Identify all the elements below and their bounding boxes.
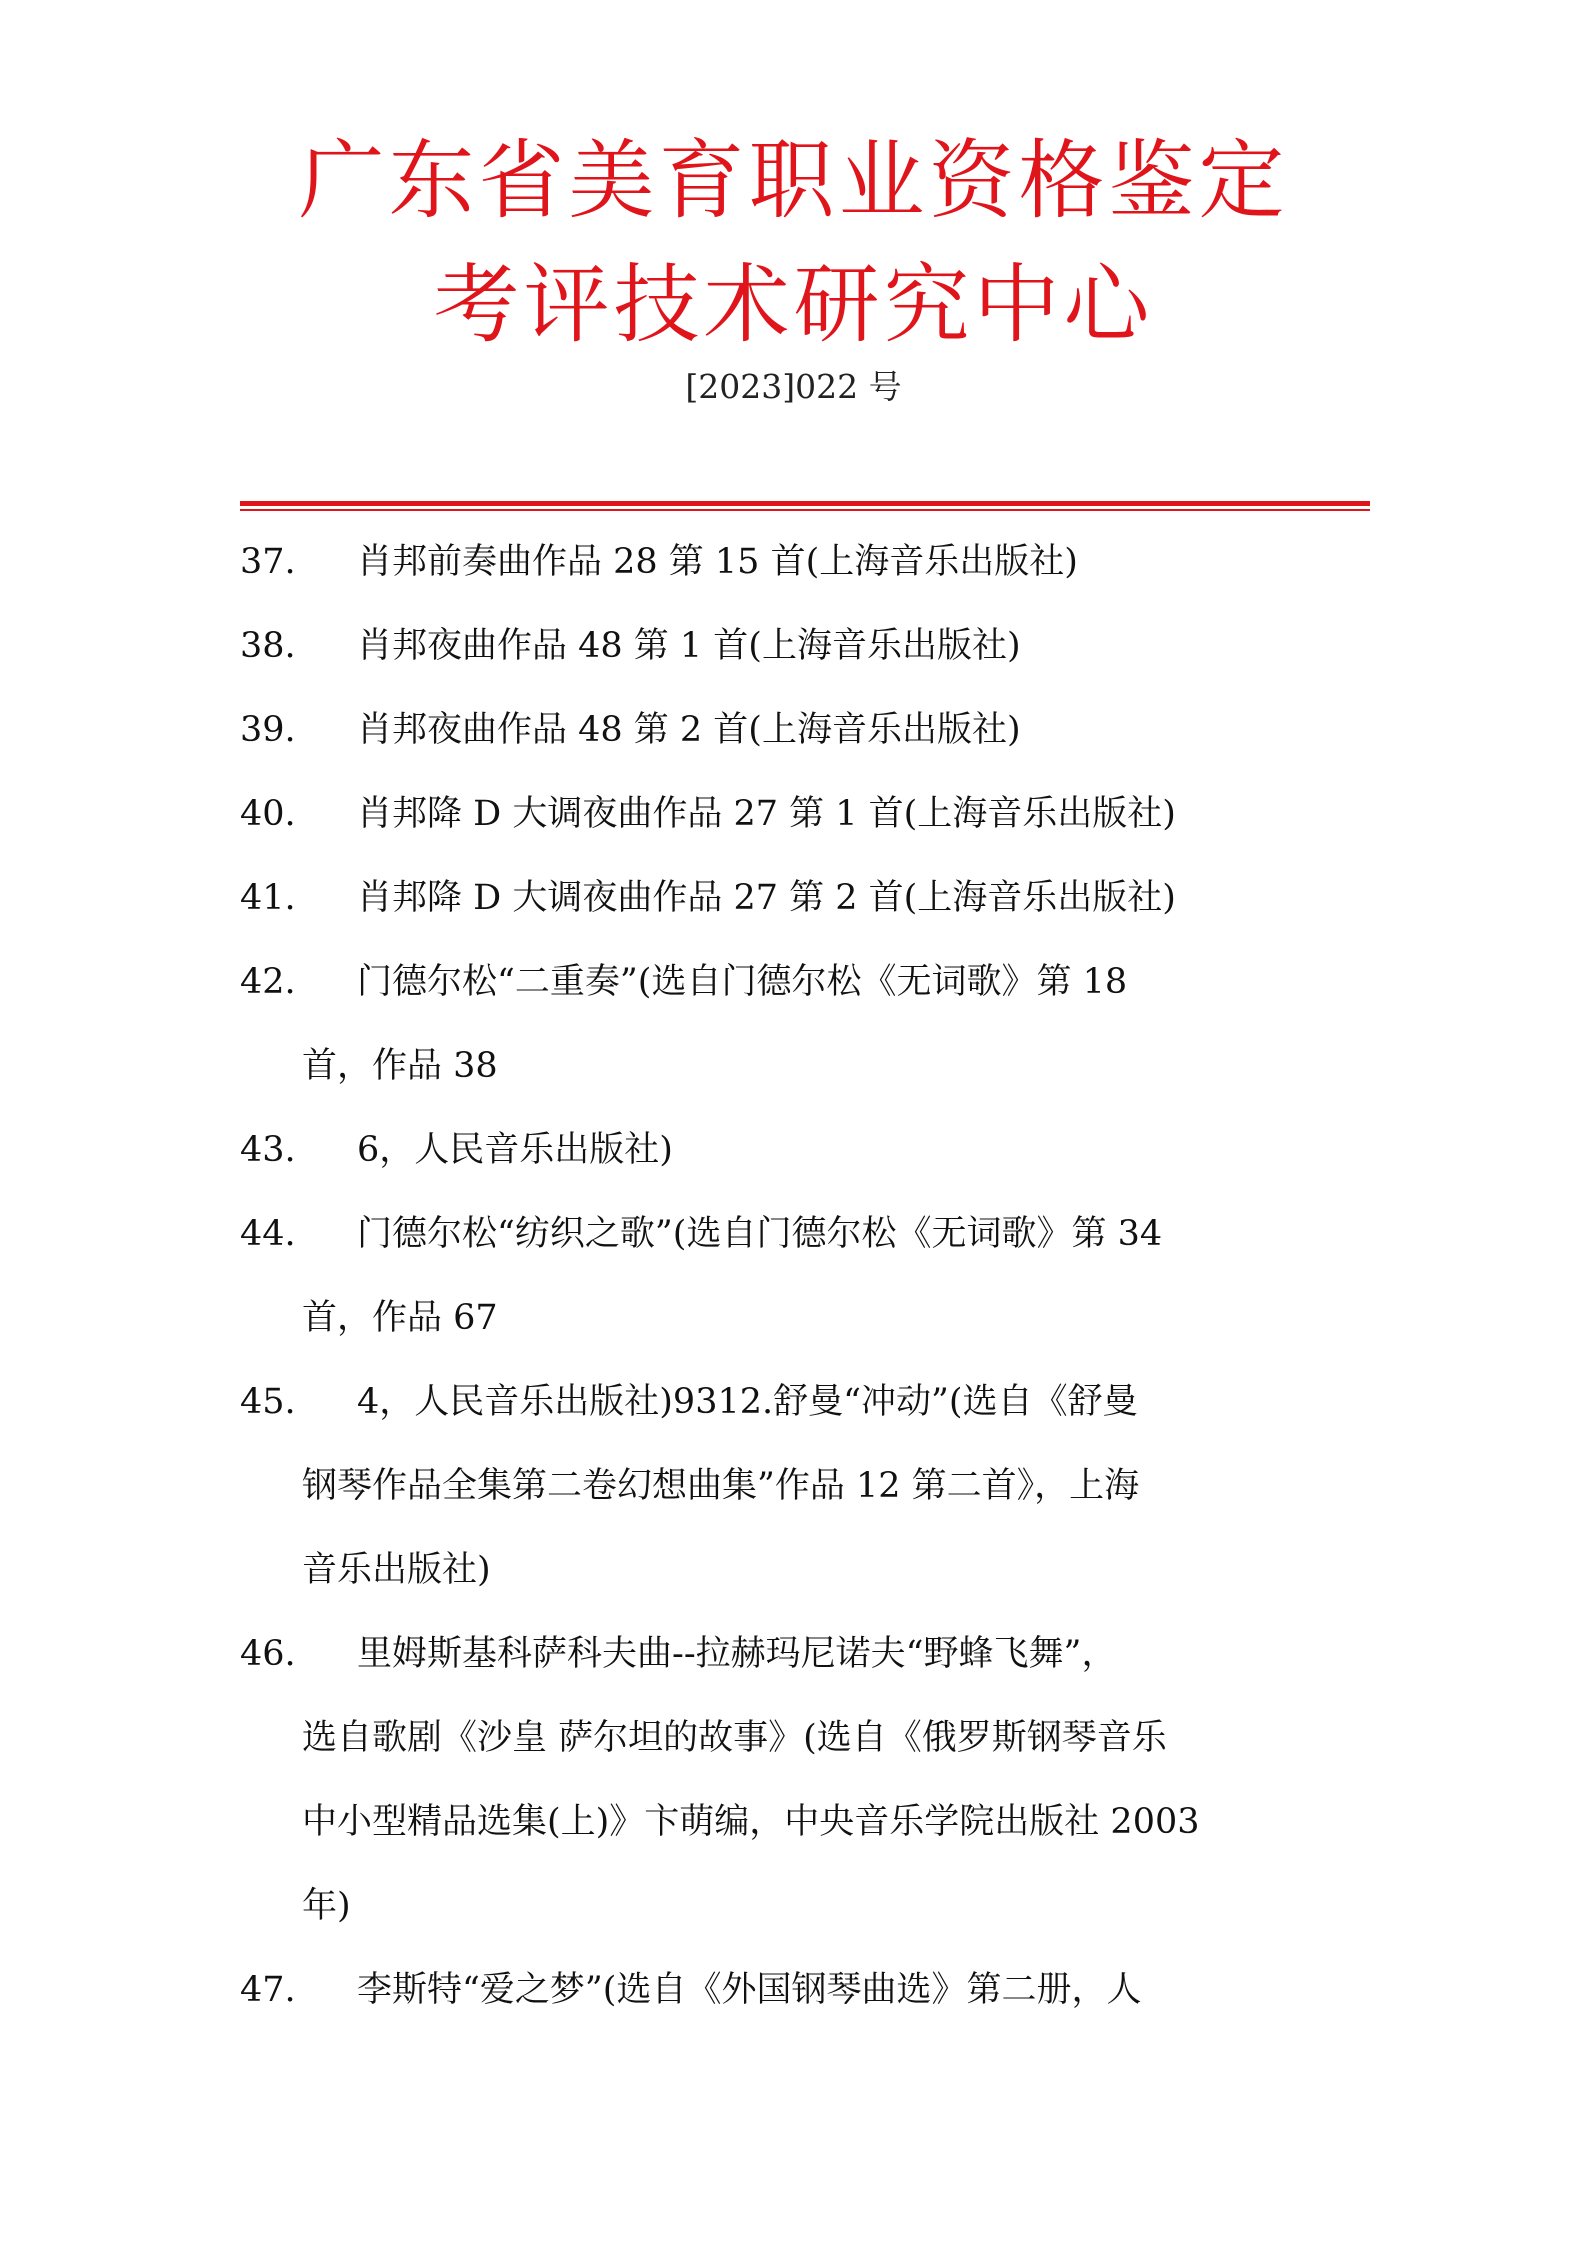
item-text: 4，人民音乐出版社)9312.舒曼“冲动”(选自《舒曼 bbox=[357, 1382, 1138, 1422]
header-divider-thick bbox=[240, 501, 1370, 506]
document-number: [2023]022 号 bbox=[685, 367, 902, 406]
item-text-continuation: 钢琴作品全集第二卷幻想曲集”作品 12 第二首》，上海 bbox=[302, 1466, 1140, 1506]
item-number: 42. bbox=[240, 962, 296, 1002]
item-number: 37. bbox=[240, 542, 296, 582]
item-text: 李斯特“爱之梦”(选自《外国钢琴曲选》第二册，人 bbox=[357, 1970, 1142, 2010]
list-item-38 bbox=[240, 604, 1370, 688]
item-number: 39. bbox=[240, 710, 296, 750]
item-text-continuation: 中小型精品选集(上)》卞萌编，中央音乐学院出版社 2003 bbox=[302, 1802, 1200, 1842]
item-text: 门德尔松“纺织之歌”(选自门德尔松《无词歌》第 34 bbox=[357, 1214, 1163, 1254]
item-text: 肖邦夜曲作品 48 第 2 首(上海音乐出版社) bbox=[357, 710, 1021, 750]
item-number: 44. bbox=[240, 1214, 296, 1254]
item-number: 45. bbox=[240, 1382, 296, 1422]
item-number: 43. bbox=[240, 1130, 296, 1170]
item-text-continuation: 音乐出版社) bbox=[302, 1550, 491, 1590]
item-text-continuation: 年) bbox=[302, 1886, 351, 1926]
item-text-continuation: 选自歌剧《沙皇 萨尔坦的故事》(选自《俄罗斯钢琴音乐 bbox=[302, 1718, 1167, 1758]
item-text: 门德尔松“二重奏”(选自门德尔松《无词歌》第 18 bbox=[357, 962, 1128, 1002]
item-text: 肖邦前奏曲作品 28 第 15 首(上海音乐出版社) bbox=[357, 542, 1078, 582]
item-text: 肖邦降 D 大调夜曲作品 27 第 1 首(上海音乐出版社) bbox=[357, 794, 1176, 834]
item-number: 41. bbox=[240, 878, 296, 918]
item-number: 38. bbox=[240, 626, 296, 666]
item-text: 肖邦降 D 大调夜曲作品 27 第 2 首(上海音乐出版社) bbox=[357, 878, 1176, 918]
list-item-39 bbox=[240, 688, 1370, 772]
item-text-continuation: 首，作品 67 bbox=[302, 1298, 498, 1338]
repertoire-list bbox=[240, 520, 1370, 2032]
item-number: 40. bbox=[240, 794, 296, 834]
list-item-43 bbox=[240, 1108, 1370, 1192]
item-text: 里姆斯基科萨科夫曲--拉赫玛尼诺夫“野蜂飞舞”， bbox=[357, 1634, 1117, 1674]
list-item-44 bbox=[240, 1192, 1370, 1360]
item-number: 46. bbox=[240, 1634, 296, 1674]
list-item-37 bbox=[240, 520, 1370, 604]
list-item-47 bbox=[240, 1948, 1370, 2032]
list-item-45 bbox=[240, 1360, 1370, 1612]
item-text: 肖邦夜曲作品 48 第 1 首(上海音乐出版社) bbox=[357, 626, 1021, 666]
list-item-40 bbox=[240, 772, 1370, 856]
list-item-41 bbox=[240, 856, 1370, 940]
item-text: 6，人民音乐出版社) bbox=[357, 1130, 673, 1170]
org-title-line-1: 广东省美育职业资格鉴定 bbox=[298, 131, 1289, 231]
header-divider-thin bbox=[240, 509, 1370, 511]
item-number: 47. bbox=[240, 1970, 296, 2010]
org-title-line-2: 考评技术研究中心 bbox=[433, 255, 1154, 355]
list-item-46 bbox=[240, 1612, 1370, 1948]
item-text-continuation: 首，作品 38 bbox=[302, 1046, 498, 1086]
list-item-42 bbox=[240, 940, 1370, 1108]
